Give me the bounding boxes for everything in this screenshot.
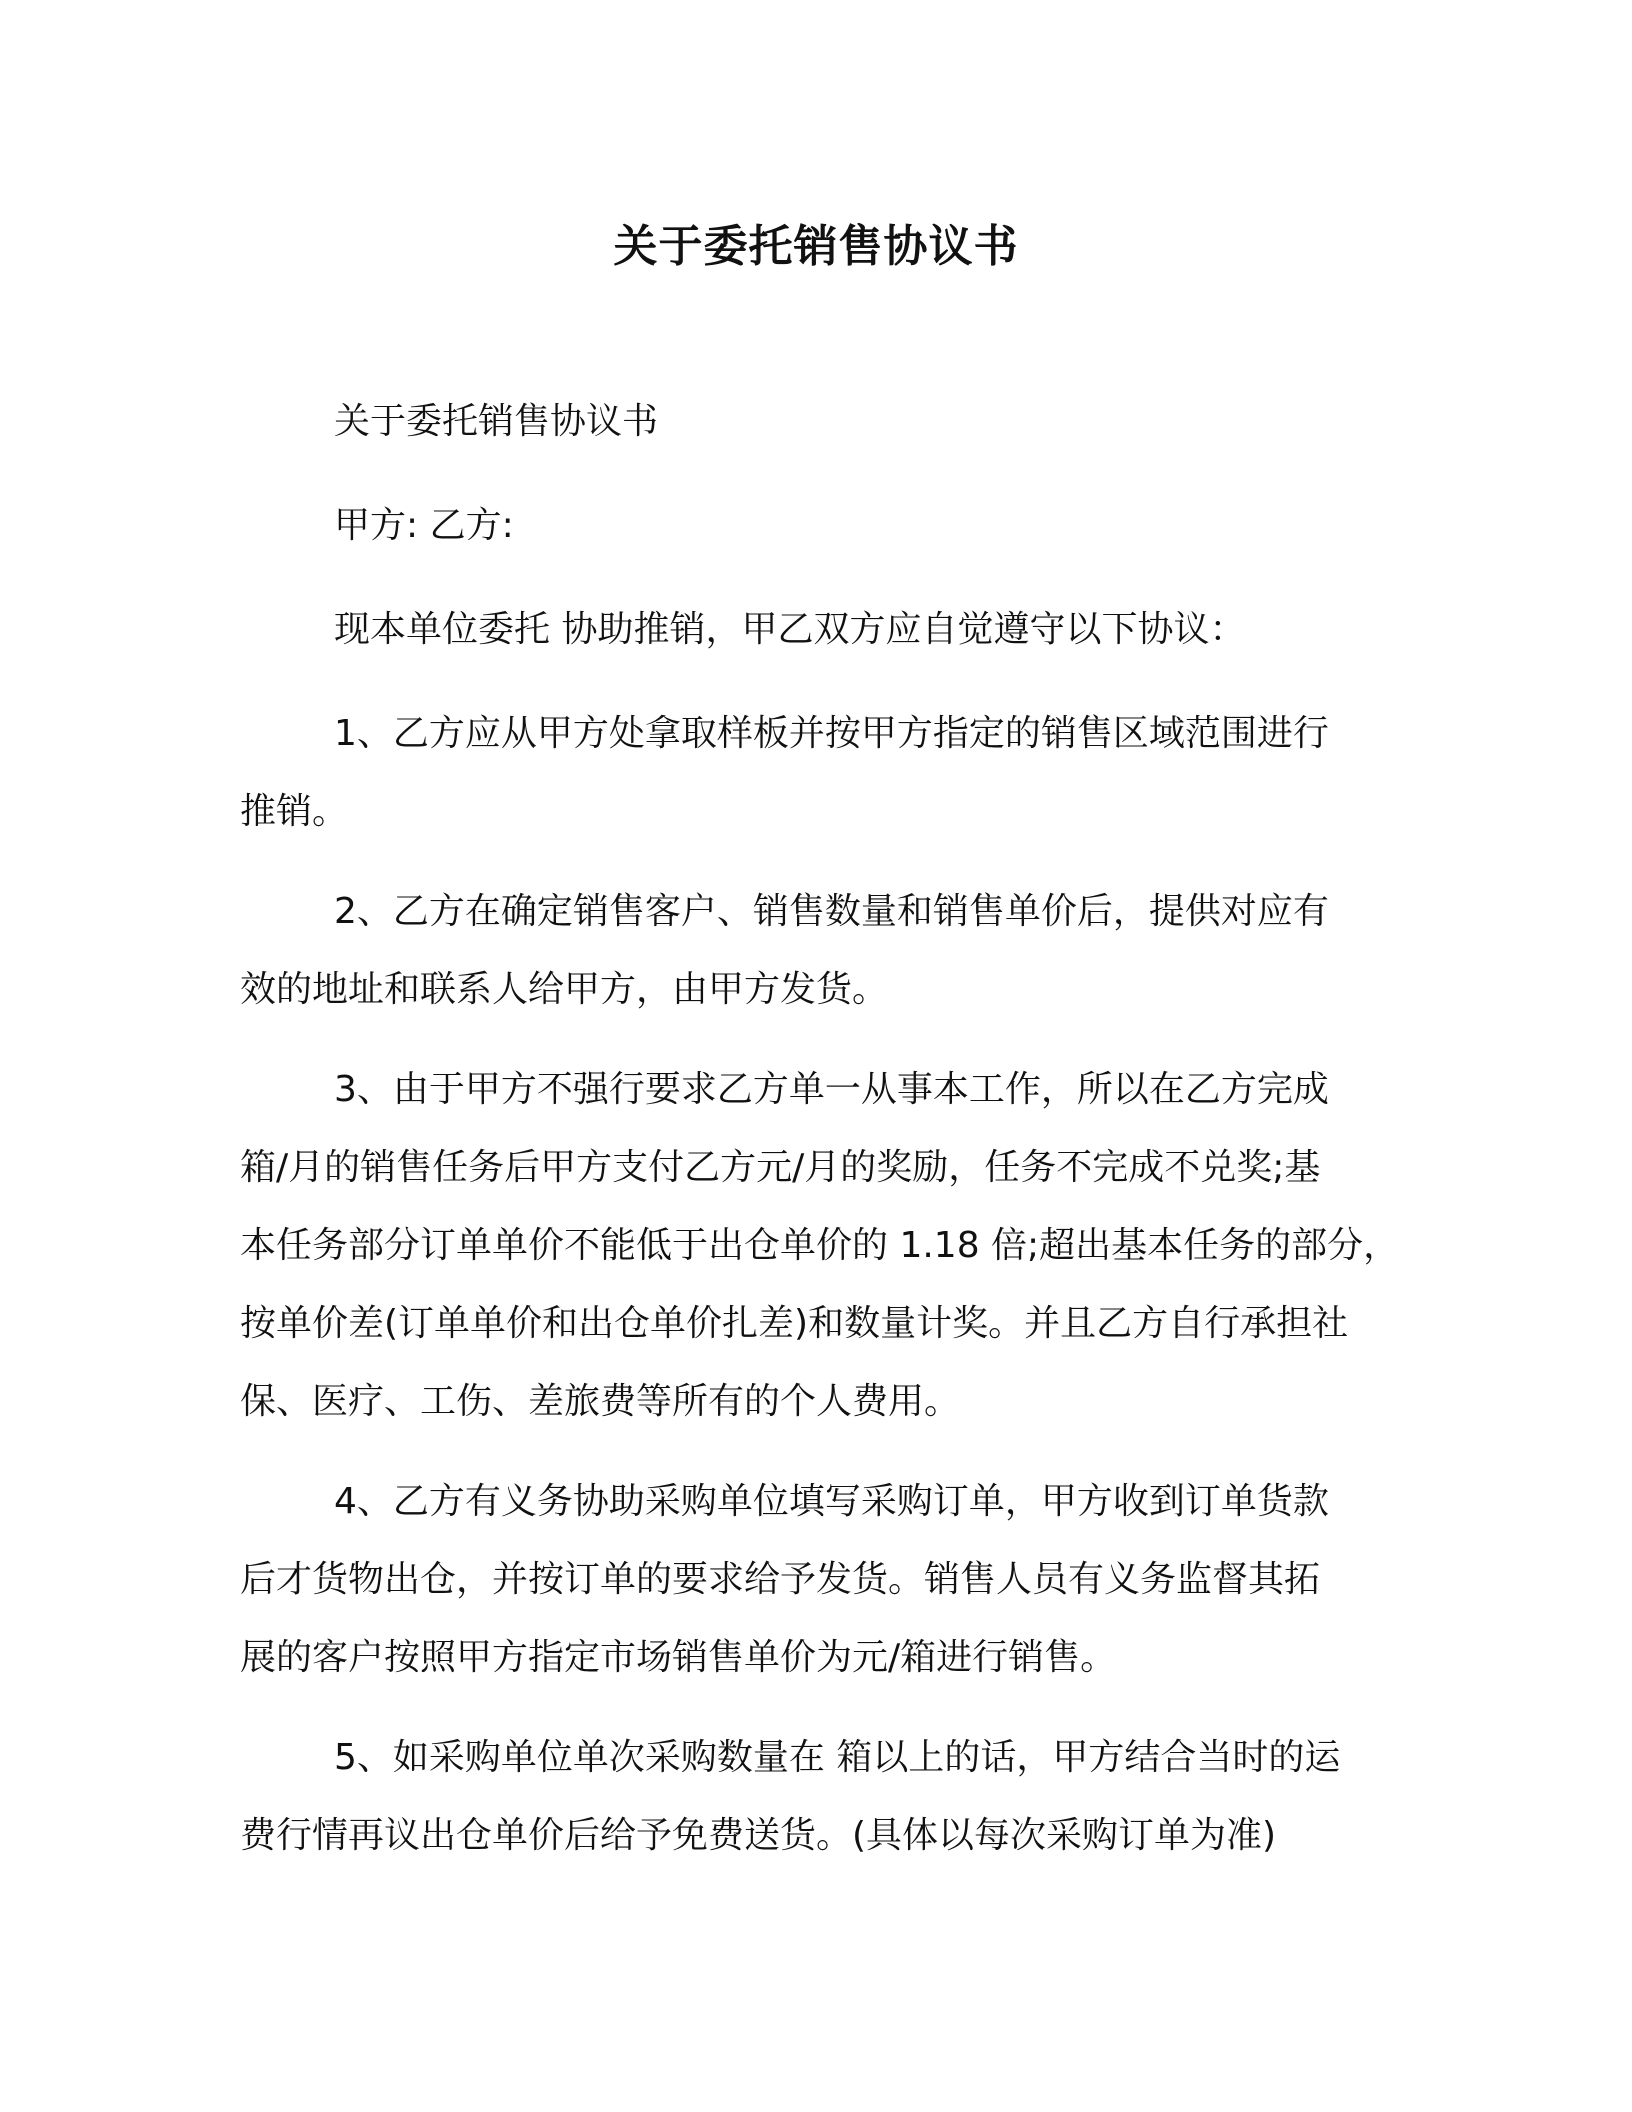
clause-4-line-2: 后才货物出仓，并按订单的要求给予发货。销售人员有义务监督其拓 — [240, 1559, 1321, 1600]
clause-5-line-2: 费行情再议出仓单价后给予免费送货。(具体以每次采购订单为准) — [240, 1815, 1277, 1856]
clause-3-line-1: 3、由于甲方不强行要求乙方单一从事本工作，所以在乙方完成 — [334, 1069, 1329, 1110]
clause-2-line-1: 2、乙方在确定销售客户、销售数量和销售单价后，提供对应有 — [334, 891, 1329, 932]
clause-1-line-2: 推销。 — [240, 791, 349, 832]
document-title: 关于委托销售协议书 — [613, 221, 1019, 272]
clause-3-line-4: 按单价差(订单单价和出仓单价扎差)和数量计奖。并且乙方自行承担社 — [240, 1303, 1349, 1344]
clause-4-line-1: 4、乙方有义务协助采购单位填写采购订单，甲方收到订单货款 — [334, 1481, 1329, 1522]
clause-5-line-1: 5、如采购单位单次采购数量在 箱以上的话，甲方结合当时的运 — [334, 1737, 1341, 1778]
clause-4-line-3: 展的客户按照甲方指定市场销售单价为元/箱进行销售。 — [240, 1637, 1117, 1678]
clause-3-line-2: 箱/月的销售任务后甲方支付乙方元/月的奖励，任务不完成不兑奖;基 — [240, 1147, 1321, 1188]
document-subtitle: 关于委托销售协议书 — [334, 401, 659, 442]
clause-1-line-1: 1、乙方应从甲方处拿取样板并按甲方指定的销售区域范围进行 — [334, 713, 1329, 754]
parties-line: 甲方: 乙方: — [334, 505, 514, 546]
intro-paragraph: 现本单位委托 协助推销，甲乙双方应自觉遵守以下协议： — [334, 609, 1246, 650]
clause-3-line-3: 本任务部分订单单价不能低于出仓单价的 1.18 倍;超出基本任务的部分， — [240, 1225, 1400, 1266]
clause-3-line-5: 保、医疗、工伤、差旅费等所有的个人费用。 — [240, 1381, 961, 1422]
clause-2-line-2: 效的地址和联系人给甲方，由甲方发货。 — [240, 969, 889, 1010]
